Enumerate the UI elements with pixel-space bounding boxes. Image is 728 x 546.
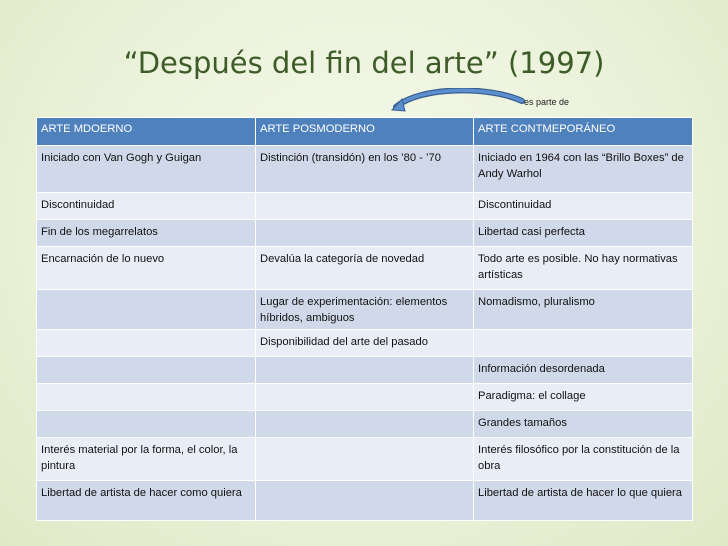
table-cell: Iniciado en 1964 con las “Brillo Boxes” de Andy Warhol (474, 146, 693, 193)
table-cell: Libertad de artista de hacer como quiera (37, 481, 256, 521)
table-row (37, 330, 693, 357)
table-cell: Encarnación de lo nuevo (37, 247, 256, 290)
table-row (37, 384, 693, 411)
table-row (37, 411, 693, 438)
header-arte-moderno: ARTE MDOERNO (37, 118, 256, 146)
arrow-note: es parte de (524, 97, 570, 107)
table-cell: Interés material por la forma, el color, la pintura (37, 438, 256, 481)
table-cell: Devalúa la categoría de novedad (256, 247, 474, 290)
table-cell (37, 411, 256, 438)
table-row (37, 220, 693, 247)
table-cell: Información desordenada (474, 357, 693, 384)
header-arte-contemporaneo: ARTE CONTMEPORÁNEO (474, 118, 693, 146)
table-cell (37, 330, 256, 357)
table-cell (256, 357, 474, 384)
table-cell: Distinción (transidón) en los ’80 - ’70 (256, 146, 474, 193)
table-cell: Libertad casi perfecta (474, 220, 693, 247)
table-cell: Discontinuidad (474, 193, 693, 220)
table-cell (256, 411, 474, 438)
table-cell: Fin de los megarrelatos (37, 220, 256, 247)
table-cell (256, 481, 474, 521)
table-cell (474, 330, 693, 357)
table-cell: Discontinuidad (37, 193, 256, 220)
table-row (37, 290, 693, 330)
table-header-row (37, 118, 693, 146)
table-cell (256, 193, 474, 220)
table-cell: Libertad de artista de hacer lo que quiera (474, 481, 693, 521)
table-row (37, 193, 693, 220)
slide-title: “Después del fin del arte” (1997) (123, 46, 605, 80)
table-cell (256, 384, 474, 411)
table-cell: Lugar de experimentación: elementos híbridos, ambiguos (256, 290, 474, 330)
table-cell: Todo arte es posible. No hay normativas artísticas (474, 247, 693, 290)
table-row (37, 481, 693, 521)
table-row (37, 438, 693, 481)
table-cell: Grandes tamaños (474, 411, 693, 438)
table-row (37, 146, 693, 193)
curved-arrow-icon (390, 88, 530, 112)
table-row (37, 247, 693, 290)
table-cell (256, 438, 474, 481)
comparison-table (36, 117, 693, 521)
table-cell: Paradigma: el collage (474, 384, 693, 411)
table-cell: Iniciado con Van Gogh y Guigan (37, 146, 256, 193)
table-cell: Disponibilidad del arte del pasado (256, 330, 474, 357)
table-cell (37, 384, 256, 411)
table-row (37, 357, 693, 384)
table-cell (37, 357, 256, 384)
table-cell (37, 290, 256, 330)
header-arte-posmoderno: ARTE POSMODERNO (256, 118, 474, 146)
table-cell: Interés filosófico por la constitución de la obra (474, 438, 693, 481)
table-cell: Nomadismo, pluralismo (474, 290, 693, 330)
table-cell (256, 220, 474, 247)
